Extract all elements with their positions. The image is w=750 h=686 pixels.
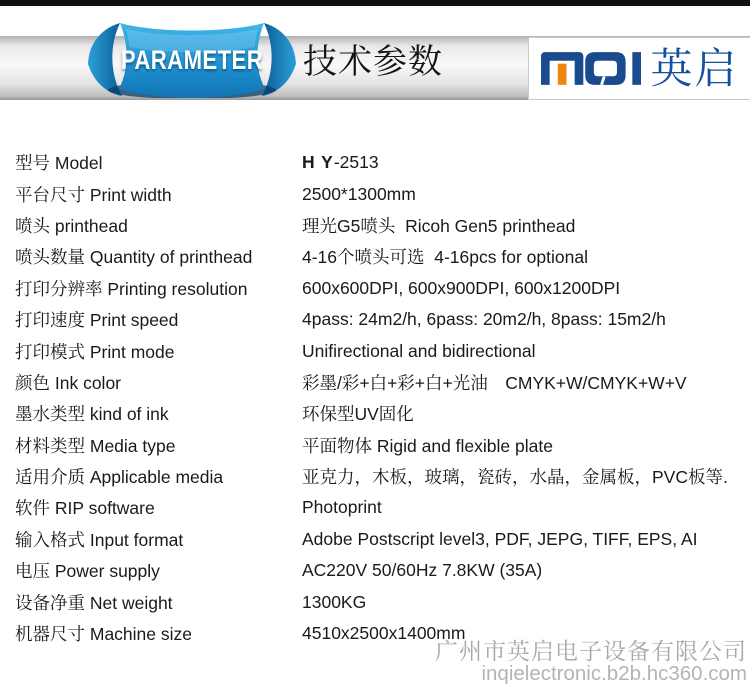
spec-value <box>302 592 743 613</box>
spec-value <box>302 244 743 269</box>
spec-value <box>302 497 743 518</box>
spec-label: 材料类型 Media type <box>15 435 176 456</box>
spec-value-text: 4pass: 24m2/h, 6pass: 20m2/h, 8pass: 15m2/h <box>302 309 666 330</box>
spec-label: 机器尺寸 Machine size <box>15 624 192 645</box>
spec-row-6 <box>15 335 743 366</box>
spec-row-7 <box>15 367 743 398</box>
spec-value <box>302 278 743 299</box>
spec-row-13 <box>15 555 743 586</box>
page-title: 技术参数 <box>303 43 443 81</box>
mqi-logo-icon <box>541 52 641 85</box>
brand-logo <box>528 37 750 100</box>
brand-logo-cn: 英启 <box>650 44 739 92</box>
spec-value <box>302 184 743 205</box>
spec-value <box>302 401 743 426</box>
spec-row-11 <box>15 492 743 523</box>
spec-label: 型号 Model <box>15 153 103 174</box>
spec-label: 打印分辨率 Printing resolution <box>15 278 248 299</box>
spec-value <box>302 623 743 644</box>
spec-label: 墨水类型 kind of ink <box>15 404 169 425</box>
spec-label: 打印模式 Print mode <box>15 341 175 362</box>
ribbon-label: PARAMETER <box>120 45 264 75</box>
spec-row-5 <box>15 304 743 335</box>
spec-label: 输入格式 Input format <box>15 529 184 550</box>
spec-row-10 <box>15 461 743 492</box>
spec-row-1 <box>15 178 743 209</box>
spec-value <box>302 529 743 550</box>
spec-value-text: 环保型UV固化 <box>302 404 414 425</box>
spec-label: 电压 Power supply <box>15 561 160 582</box>
spec-label: 设备净重 Net weight <box>15 592 173 613</box>
spec-row-8 <box>15 398 743 429</box>
spec-value-text: Unifirectional and bidirectional <box>302 340 536 361</box>
spec-row-2 <box>15 210 743 241</box>
spec-value-text: 理光G5喷头 Ricoh Gen5 printhead <box>302 215 576 236</box>
spec-value <box>302 341 743 362</box>
spec-value-text: 4510x2500x1400mm <box>302 623 466 644</box>
spec-table <box>15 147 743 649</box>
spec-value <box>302 309 743 330</box>
spec-label: 颜色 Ink color <box>15 372 121 393</box>
spec-label: 打印速度 Print speed <box>15 310 179 331</box>
spec-value-bold: H Y <box>302 152 334 173</box>
spec-value-text: 600x600DPI, 600x900DPI, 600x1200DPI <box>302 277 621 298</box>
spec-value-text: 2500*1300mm <box>302 183 416 204</box>
watermark-url: inqielectronic.b2b.hc360.com <box>481 662 747 685</box>
spec-value-text: -2513 <box>333 152 379 173</box>
spec-label: 平台尺寸 Print width <box>15 184 172 205</box>
top-black-bar <box>0 0 750 6</box>
spec-row-14 <box>15 586 743 617</box>
spec-value-text: AC220V 50/60Hz 7.8KW (35A) <box>302 560 543 581</box>
spec-value-text: Adobe Postscript level3, PDF, JEPG, TIFF, EPS, AI <box>302 528 698 549</box>
watermark-company: 广州市英启电子设备有限公司 <box>435 638 747 664</box>
spec-value <box>302 464 743 489</box>
spec-row-12 <box>15 524 743 555</box>
spec-value <box>302 213 743 238</box>
spec-label: 喷头数量 Quantity of printhead <box>15 247 253 268</box>
spec-row-15 <box>15 618 743 649</box>
spec-row-9 <box>15 430 743 461</box>
spec-label: 喷头 printhead <box>15 215 128 236</box>
spec-value-text: 亚克力，木板，玻璃，瓷砖，水晶，金属板，PVC板等. <box>302 467 728 488</box>
spec-value-text: Photoprint <box>302 497 382 518</box>
spec-value-text: 4-16个喷头可选 4-16pcs for optional <box>302 247 588 268</box>
spec-value <box>302 560 743 581</box>
spec-value <box>302 370 743 395</box>
spec-row-4 <box>15 273 743 304</box>
spec-value-text: 平面物体 Rigid and flexible plate <box>302 435 553 456</box>
spec-label: 软件 RIP software <box>15 498 155 519</box>
spec-row-3 <box>15 241 743 272</box>
spec-value <box>302 433 743 458</box>
spec-value <box>302 152 743 173</box>
spec-value-text: 彩墨/彩+白+彩+白+光油 CMYK+W/CMYK+W+V <box>302 372 687 393</box>
spec-label: 适用介质 Applicable media <box>15 467 224 488</box>
spec-row-0 <box>15 147 743 178</box>
spec-value-text: 1300KG <box>302 591 367 612</box>
